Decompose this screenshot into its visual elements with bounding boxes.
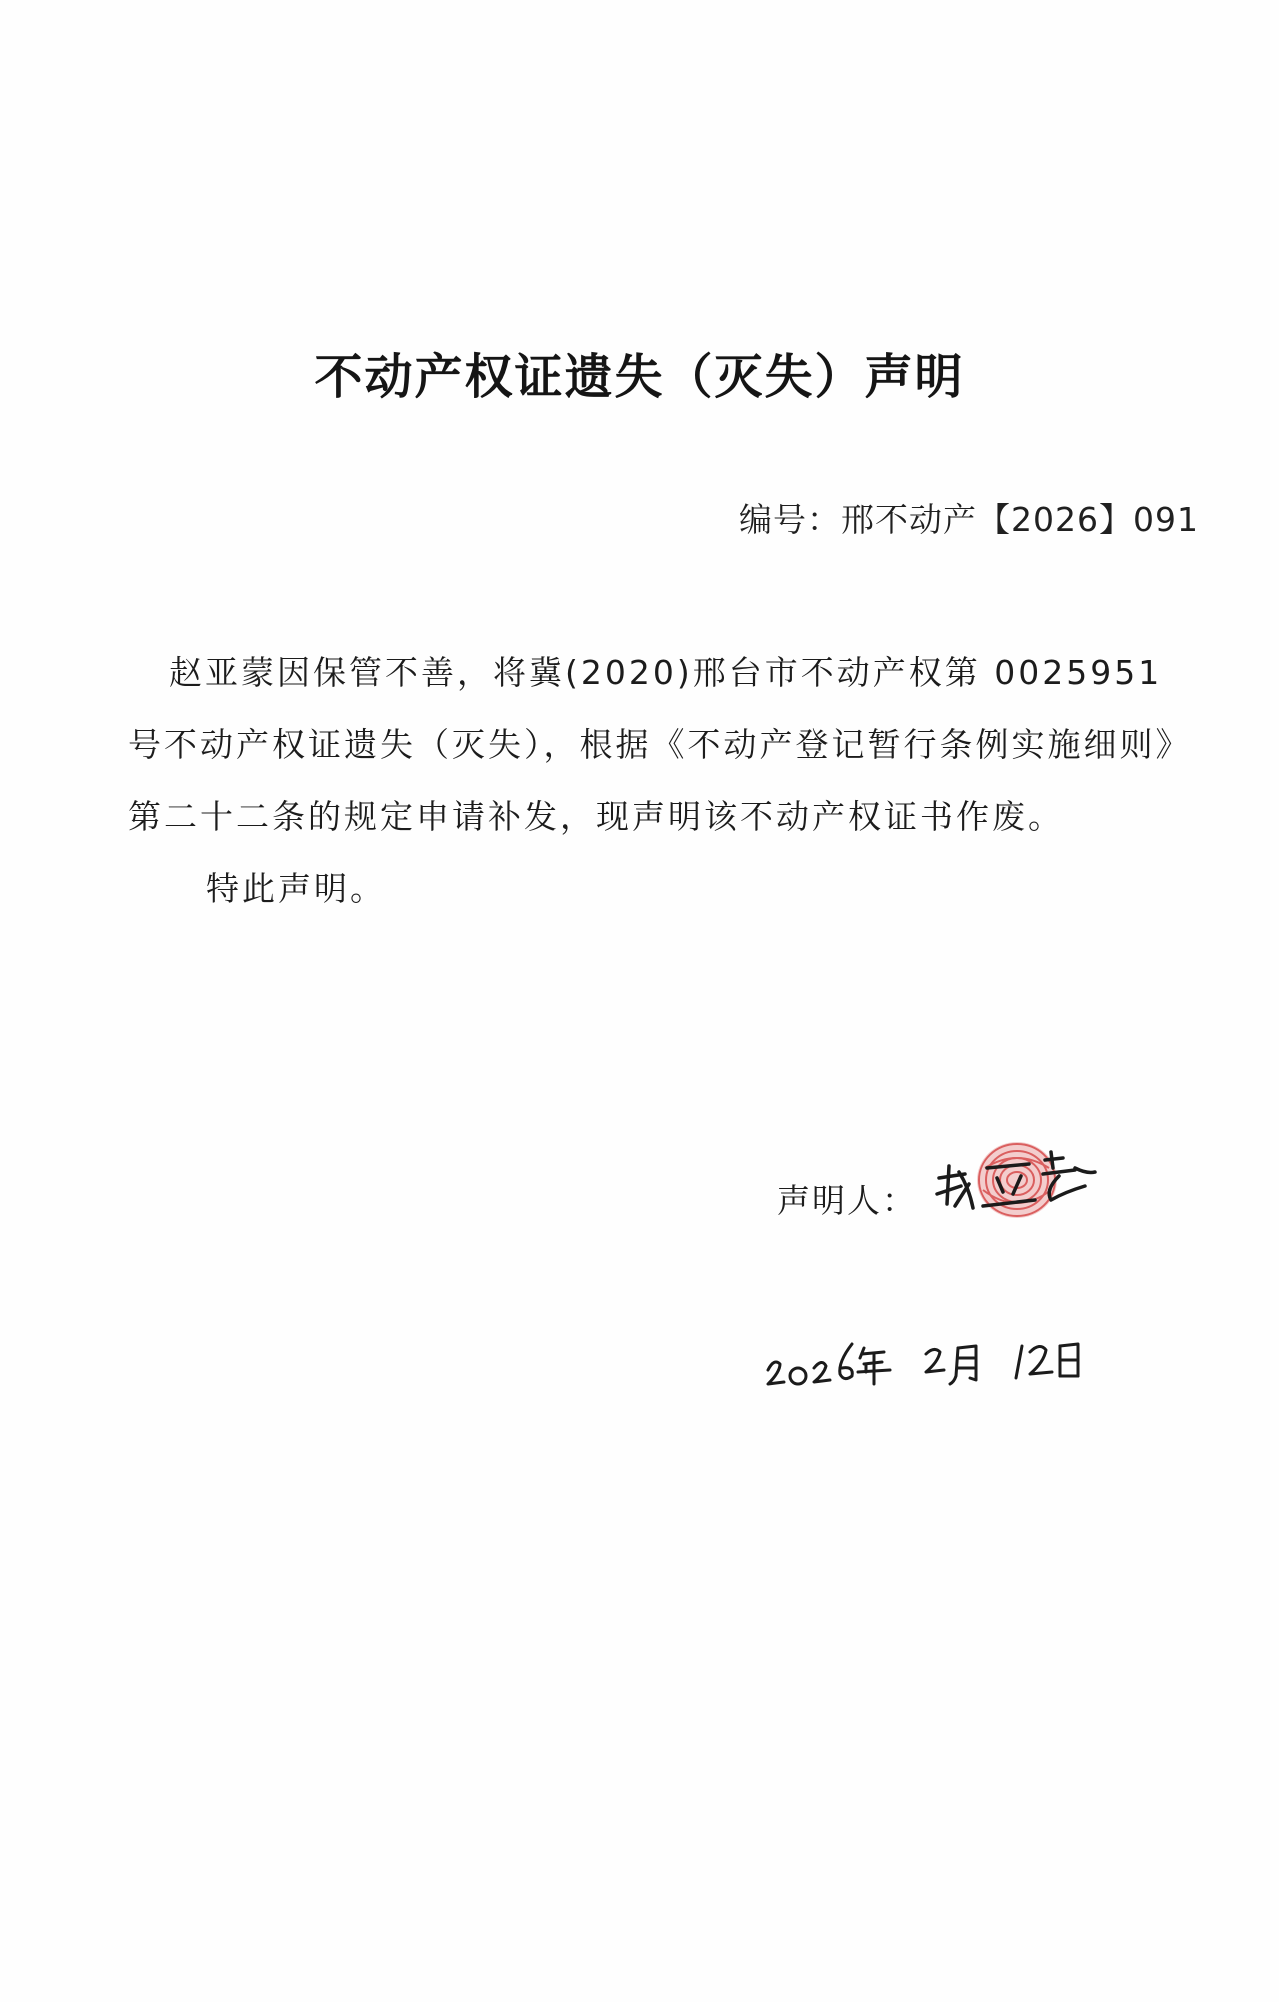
declaration-paragraph: 赵亚蒙因保管不善，将冀(2020)邢台市不动产权第 0025951 号不动产权证遗失（灭失），根据《不动产登记暂行条例实施细则》第二十二条的规定申请补发，现声明该不动产权证书作废。 <box>128 653 1192 836</box>
document-number: 编号：邢不动产【2026】091 <box>739 500 1199 539</box>
document-body <box>128 637 1208 925</box>
handwritten-signature <box>925 1148 1105 1248</box>
closing-paragraph: 特此声明。 <box>206 869 386 908</box>
signer-block <box>777 1168 1105 1228</box>
document-title: 不动产权证遗失（灭失）声明 <box>314 349 965 405</box>
handwritten-date-icon <box>760 1318 1120 1398</box>
handwritten-date <box>760 1318 1120 1398</box>
signer-label: 声明人： <box>777 1180 917 1220</box>
fingerprint-seal-icon <box>925 1128 1105 1238</box>
